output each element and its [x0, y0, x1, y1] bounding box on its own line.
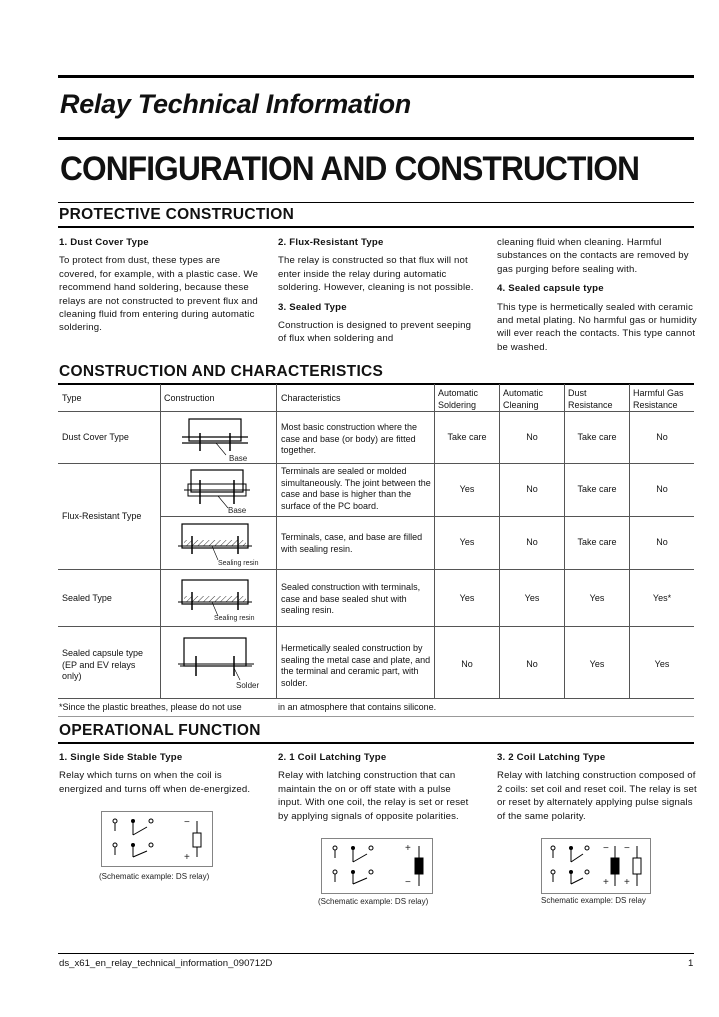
- operational-col-3: [497, 751, 697, 829]
- protective-heading: PROTECTIVE CONSTRUCTION: [59, 206, 295, 223]
- operational-col-2: [278, 751, 478, 829]
- document-title: Relay Technical Information: [60, 89, 411, 119]
- single-stable-title: 1. Single Side Stable Type: [59, 752, 183, 763]
- operational-heading: OPERATIONAL FUNCTION: [59, 722, 261, 739]
- single-stable-text: Relay which turns on when the coil is energized and turns off when de-energized.: [59, 770, 251, 795]
- table-line: [58, 463, 694, 464]
- construction-rule: [58, 383, 694, 385]
- page-number: 1: [688, 958, 694, 969]
- plus-sign: +: [624, 877, 630, 888]
- row-sealed-solder: Yes: [459, 593, 475, 603]
- row-resin-gas: No: [656, 537, 668, 547]
- th-auto-cleaning: Automatic Cleaning: [503, 388, 544, 410]
- schematic-caption-2: (Schematic example: DS relay): [318, 897, 429, 906]
- operational-rule: [58, 742, 694, 744]
- heading-rule: [58, 202, 694, 203]
- th-gas-resistance: Harmful Gas Resistance: [633, 388, 684, 410]
- row-dust-resistance: Take care: [577, 432, 617, 442]
- row-dust-gas: No: [656, 432, 668, 442]
- sealed-type-title: 3. Sealed Type: [278, 301, 347, 313]
- top-rule: [58, 75, 694, 78]
- diagram-label: Base: [228, 506, 247, 515]
- th-construction: Construction: [164, 393, 215, 403]
- table-line: [160, 516, 694, 517]
- operational-top-rule: [58, 716, 694, 717]
- flux-resistant-title: 2. Flux-Resistant Type: [278, 237, 384, 248]
- row-sealed-type: Sealed Type: [62, 593, 112, 603]
- two-coil-latching-schematic: [541, 838, 651, 894]
- protective-rule: [58, 226, 694, 228]
- diagram-label: Sealing resin: [214, 615, 255, 622]
- footer-rule: [58, 953, 694, 954]
- th-auto-soldering: Automatic Soldering: [438, 388, 479, 410]
- row-capsule-resistance: Yes: [589, 659, 605, 669]
- row-sealed-gas: Yes*: [652, 593, 672, 603]
- protective-col-3: [497, 236, 697, 360]
- row-resin-clean: No: [526, 537, 538, 547]
- minus-sign: −: [184, 817, 190, 828]
- minus-sign: −: [603, 843, 609, 854]
- sealed-capsule-construction-diagram: [176, 636, 260, 684]
- th-characteristics: Characteristics: [281, 393, 341, 403]
- row-resin-solder: Yes: [459, 537, 475, 547]
- row-capsule-type: Sealed capsule type (EP and EV relays only): [62, 648, 144, 681]
- row-dust-characteristics: Most basic construction where the case and base (or body) are fitted together.: [281, 422, 418, 455]
- row-flux-type: Flux-Resistant Type: [62, 511, 142, 521]
- sealed-type-text: Construction is designed to prevent seeping of flux when soldering and: [278, 320, 472, 345]
- flux-resistant-text: The relay is constructed so that flux will not enter inside the relay during automatic soldering. However, cleaning is not possible.: [278, 255, 474, 294]
- one-coil-latching-schematic: [321, 838, 433, 894]
- schematic-caption-1: (Schematic example: DS relay): [99, 872, 210, 881]
- sealed-capsule-text: This type is hermetically sealed with ceramic and metal plating. No harmful gas or humidity will ever reach the contacts. This type cannot be washed.: [497, 301, 697, 353]
- row-resin-resistance: Take care: [577, 537, 617, 547]
- plus-sign: +: [405, 843, 411, 854]
- sealed-construction-diagram: [176, 578, 256, 618]
- sealed-type-text-cont: cleaning fluid when cleaning. Harmful substances on the contacts are removed by gas purging before sealing with.: [497, 237, 689, 275]
- table-line: [58, 698, 694, 699]
- schematic-caption-3: Schematic example: DS relay: [541, 896, 646, 905]
- plus-sign: +: [184, 852, 190, 863]
- dust-cover-text: To protect from dust, these types are covered, for example, with a plastic case. We recommend hand soldering, because these relays are not constructed to prevent flux and cleaning fluid from entering during automatic soldering.: [59, 255, 259, 334]
- minus-sign: −: [624, 843, 630, 854]
- row-dust-solder: Take care: [447, 432, 487, 442]
- operational-col-1: [59, 751, 259, 802]
- row-flux-resistance: Take care: [577, 484, 617, 494]
- table-line: [58, 411, 694, 412]
- minus-sign: −: [405, 877, 411, 888]
- row-dust-clean: No: [526, 432, 538, 442]
- dust-cover-title: 1. Dust Cover Type: [59, 237, 149, 248]
- flux-resistant-construction-diagram: [182, 468, 252, 510]
- protective-col-2: [278, 236, 476, 352]
- diagram-label: Solder: [236, 681, 260, 690]
- main-heading: CONFIGURATION AND CONSTRUCTION: [60, 150, 640, 188]
- row-capsule-clean: No: [526, 659, 538, 669]
- table-line: [58, 626, 694, 627]
- row-flux-gas: No: [656, 484, 668, 494]
- row-dust-type: Dust Cover Type: [62, 432, 129, 442]
- diagram-label: Base: [229, 454, 248, 463]
- protective-col-1: [59, 236, 259, 341]
- row-sealed-clean: Yes: [524, 593, 540, 603]
- row-sealed-resistance: Yes: [589, 593, 605, 603]
- dust-cover-construction-diagram: [180, 417, 250, 457]
- th-dust-resistance: Dust Resistance: [568, 388, 613, 410]
- table-footnote-b: in an atmosphere that contains silicone.: [278, 702, 437, 712]
- diagram-label: Sealing resin: [218, 560, 259, 567]
- row-resin-characteristics: Terminals, case, and base are filled with sealing resin.: [281, 532, 423, 554]
- th-type: Type: [62, 393, 82, 403]
- row-capsule-gas: Yes: [654, 659, 670, 669]
- resin-filled-construction-diagram: [176, 522, 256, 562]
- single-stable-schematic: [101, 811, 213, 867]
- table-line: [276, 384, 277, 698]
- two-coil-text: Relay with latching construction composed of 2 coils: set coil and reset coil. The relay is set or reset by alternately applying pulse signals of the same polarity.: [497, 770, 697, 822]
- two-coil-title: 3. 2 Coil Latching Type: [497, 752, 606, 763]
- row-capsule-solder: No: [461, 659, 473, 669]
- table-footnote-a: *Since the plastic breathes, please do not use: [59, 702, 242, 712]
- footer-doc-id: ds_x61_en_relay_technical_information_090712D: [59, 958, 273, 969]
- construction-heading: CONSTRUCTION AND CHARACTERISTICS: [59, 363, 384, 380]
- one-coil-title: 2. 1 Coil Latching Type: [278, 752, 387, 763]
- title-rule: [58, 137, 694, 140]
- table-line: [58, 569, 694, 570]
- row-flux-characteristics: Terminals are sealed or molded simultaneously. The joint between the case and base is higher than the surface of the PC board.: [281, 466, 431, 511]
- row-flux-clean: No: [526, 484, 538, 494]
- plus-sign: +: [603, 877, 609, 888]
- one-coil-text: Relay with latching construction that can maintain the on or off state with a pulse input. With one coil, the relay is set or reset by applying signals of opposite polarities.: [278, 770, 469, 822]
- sealed-capsule-title: 4. Sealed capsule type: [497, 283, 604, 295]
- row-sealed-characteristics: Sealed construction with terminals, case and base sealed shut with sealing resin.: [281, 582, 421, 615]
- table-line: [160, 384, 161, 698]
- row-capsule-characteristics: Hermetically sealed construction by sealing the metal case and plate, and the terminal and ceramic part, with solder.: [281, 643, 431, 688]
- row-flux-solder: Yes: [459, 484, 475, 494]
